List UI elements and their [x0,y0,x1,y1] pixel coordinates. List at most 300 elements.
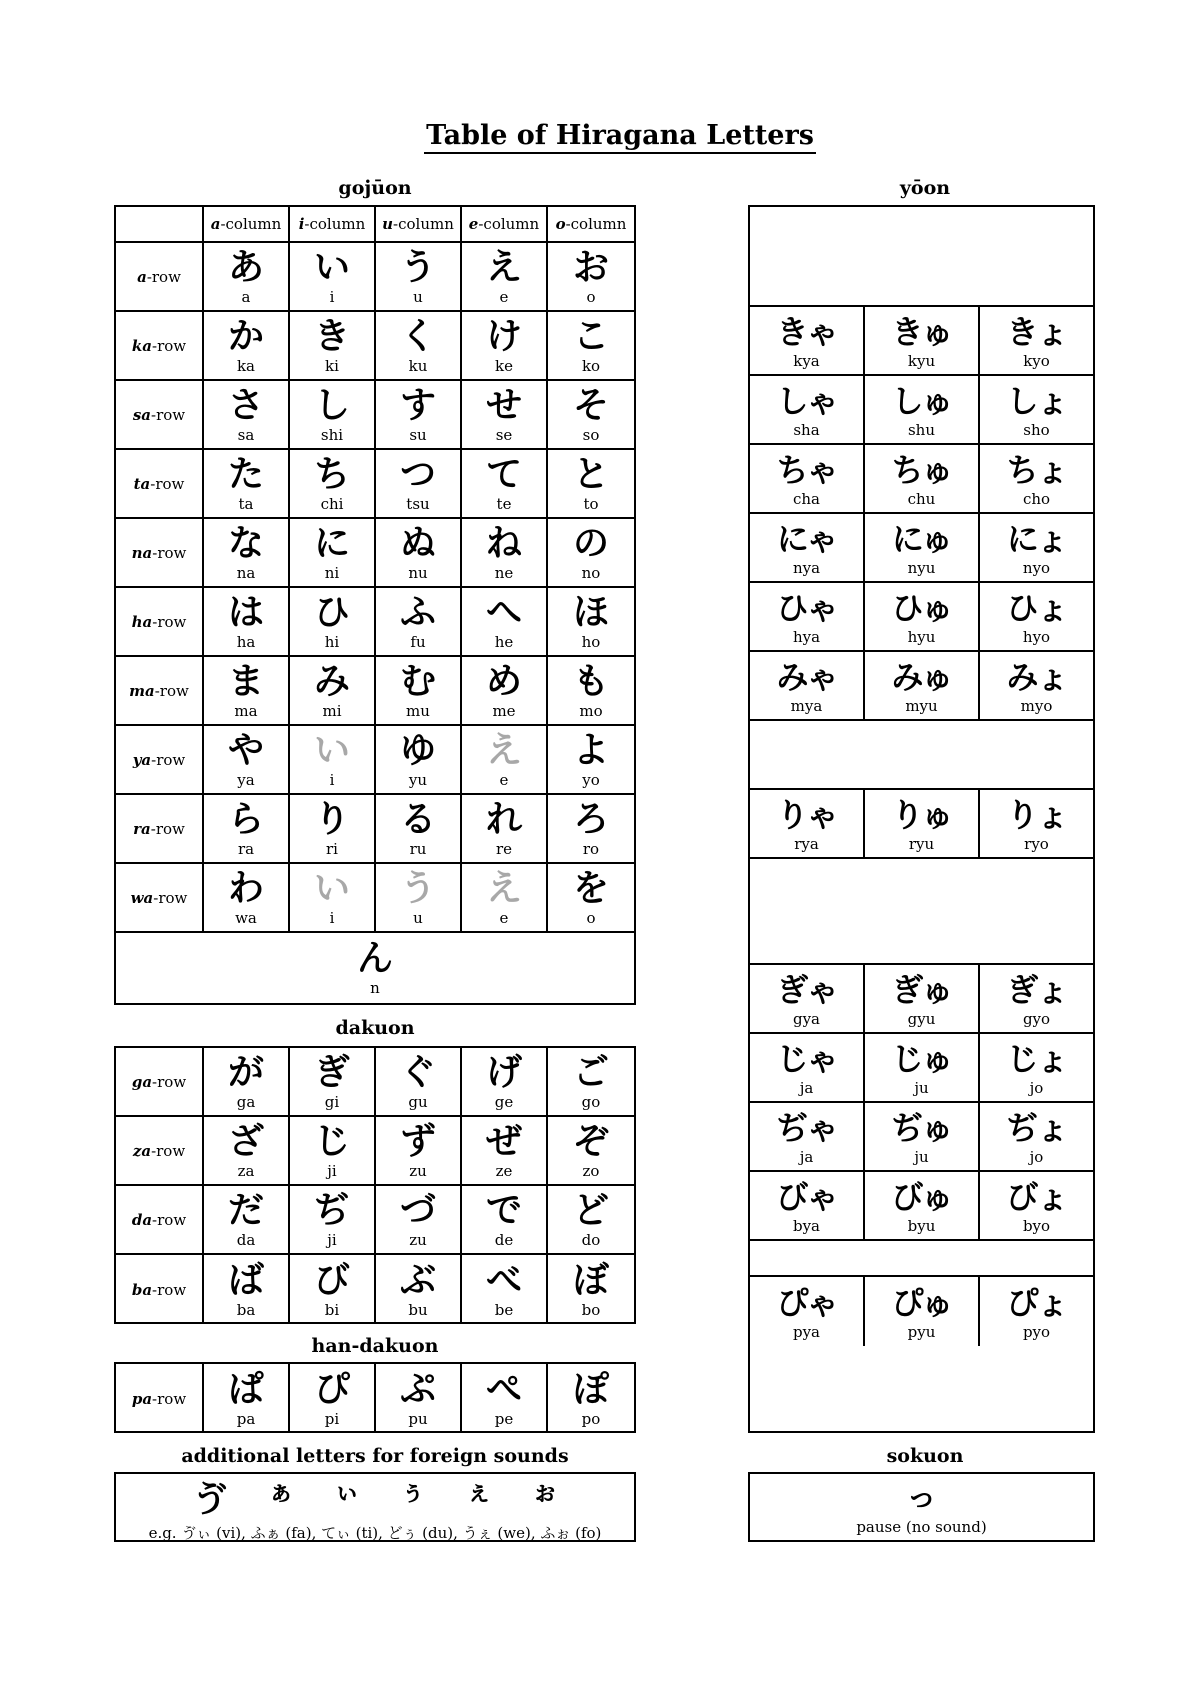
kana-char: と [572,453,609,495]
kana-char: りょ [1006,795,1067,834]
kana-cell [204,795,290,864]
kana-cell [462,1255,548,1324]
kana-char: ぴょ [1006,1283,1067,1322]
romaji: te [496,494,512,513]
kana-char: ぷ [399,1368,436,1410]
kana-char: い [313,246,350,288]
kana-cell [462,864,548,933]
romaji: gu [408,1092,428,1111]
romaji: gi [324,1092,340,1111]
kana-char: ま [227,660,264,702]
romaji: kya [793,351,820,370]
column-header-suffix: -column [220,215,282,233]
row-label [116,243,204,312]
kana-char: だ [227,1189,264,1231]
column-header-bold: a [210,215,221,233]
row-label [116,1186,204,1255]
romaji: ji [327,1161,337,1180]
row-label-suffix: -row [152,336,187,355]
kana-cell [290,588,376,657]
yoon-blank [750,207,1093,307]
yoon-cell [865,583,980,652]
romaji: pe [494,1409,514,1428]
romaji: hyu [907,627,936,646]
row-label-suffix: -row [151,1141,186,1160]
row-label [116,1364,204,1433]
romaji: e [499,908,509,927]
yoon-cell [980,790,1093,859]
kana-char: じゃ [776,1039,837,1078]
row-label-suffix: -row [150,819,185,838]
kana-cell [462,1186,548,1255]
romaji: ke [495,356,513,375]
kana-char: か [227,315,264,357]
foreign-letter: ぉ [532,1477,559,1507]
romaji: re [495,839,513,858]
yoon-blank [750,721,1093,790]
kana-char: ら [227,798,264,840]
romaji: rya [794,834,819,853]
kana-char: じゅ [891,1039,952,1078]
row-label-bold: ka [131,336,152,355]
yoon-cell [865,1034,980,1103]
romaji: ro [582,839,600,858]
row-label-bold: ga [131,1072,153,1091]
row-label-suffix: -row [152,1389,187,1408]
kana-cell [204,1186,290,1255]
foreign-letter: ぅ [400,1477,427,1507]
kana-cell [548,1255,634,1324]
romaji: u [413,287,423,306]
dakuon-table [114,1046,636,1324]
kana-cell [548,519,634,588]
foreign-example: e.g. ゔぃ (vi), ふぁ (fa), てぃ (ti), どぅ (du), うぇ (we), ふぉ (fo) [148,1524,602,1542]
kana-char: じ [313,1120,350,1162]
kana-char: そ [572,384,609,426]
kana-cell [462,381,548,450]
kana-char: しゃ [776,381,837,420]
kana-char: ぢ [313,1189,350,1231]
kana-char: け [485,315,522,357]
kana-char: め [485,660,522,702]
romaji: so [582,425,600,444]
row-label-suffix: -row [146,267,181,286]
kana-cell [290,243,376,312]
kana-char: しゅ [891,381,952,420]
row-label-suffix: -row [152,543,187,562]
row-label [116,657,204,726]
kana-cell [548,795,634,864]
kana-char: にゃ [776,519,837,558]
kana-cell [290,312,376,381]
romaji: ko [581,356,601,375]
column-header-suffix: -column [304,215,366,233]
romaji: u [413,908,423,927]
row-label-bold: a [137,267,147,286]
kana-cell [376,1186,462,1255]
romaji: mo [579,701,603,720]
kana-cell [462,1048,548,1117]
row-label [116,795,204,864]
kana-char: ちゃ [776,450,837,489]
yoon-cell [865,652,980,721]
romaji: ni [324,563,340,582]
kana-cell [376,864,462,933]
yoon-cell [750,376,865,445]
yoon-cell [980,1034,1093,1103]
kana-cell [290,1255,376,1324]
row-label-bold: sa [132,405,152,424]
yoon-cell [750,790,865,859]
row-label-bold: da [131,1210,153,1229]
row-label [116,1117,204,1186]
foreign-letter: ぁ [267,1477,294,1507]
n-cell [116,933,634,1002]
kana-char: ね [485,522,522,564]
row-label-bold: na [131,543,153,562]
romaji: o [586,908,596,927]
kana-char: ぢょ [1006,1108,1067,1147]
romaji: gyo [1022,1009,1051,1028]
romaji: cha [792,489,820,508]
romaji: pa [236,1409,256,1428]
kana-char: ご [572,1051,609,1093]
kana-char: ゆ [399,729,436,771]
romaji: ku [408,356,428,375]
kana-cell [376,1255,462,1324]
kana-char: ち [313,453,350,495]
kana-char: う [399,867,436,909]
kana-cell [290,795,376,864]
kana-char: で [485,1189,522,1231]
kana-cell [290,450,376,519]
romaji: bu [408,1300,428,1319]
kana-cell [290,1186,376,1255]
romaji: no [581,563,601,582]
yoon-cell [865,965,980,1034]
yoon-cell [980,376,1093,445]
column-header-bold: e [468,215,479,233]
yoon-cell [865,1277,980,1346]
romaji: ge [494,1092,514,1111]
yoon-cell [750,445,865,514]
yoon-cell [750,1277,865,1346]
yoon-cell [865,307,980,376]
romaji: ka [236,356,256,375]
romaji: nu [408,563,428,582]
romaji: ga [236,1092,256,1111]
row-label-suffix: -row [151,405,186,424]
row-label-suffix: -row [151,750,186,769]
kana-cell [462,1364,548,1433]
kana-cell [290,1117,376,1186]
kana-char: みょ [1006,657,1067,696]
romaji: bi [324,1300,340,1319]
kana-char: は [227,591,264,633]
kana-cell [548,312,634,381]
kana-char: きゃ [776,312,837,351]
kana-char: ひゅ [891,588,952,627]
row-label-bold: wa [130,888,154,907]
row-label-suffix: -row [152,1210,187,1229]
romaji: nyu [907,558,936,577]
kana-char: びゅ [891,1177,952,1216]
kana-cell [462,243,548,312]
romaji: hyo [1022,627,1051,646]
kana-char: ちゅ [891,450,952,489]
kana-char: づ [399,1189,436,1231]
kana-char: にょ [1006,519,1067,558]
kana-char: ぎょ [1006,970,1067,1009]
sokuon-kana: っ [906,1480,937,1515]
kana-cell [204,381,290,450]
kana-cell [376,795,462,864]
kana-char: ば [227,1259,264,1301]
kana-char: ぎ [313,1051,350,1093]
kana-cell [462,450,548,519]
kana-char: きゅ [891,312,952,351]
column-header-bold: u [382,215,394,233]
romaji: ne [494,563,514,582]
kana-cell [462,657,548,726]
row-label-suffix: -row [152,612,187,631]
romaji: a [241,287,251,306]
kana-cell [376,1048,462,1117]
kana-char: びゃ [776,1177,837,1216]
romaji: myu [905,696,938,715]
romaji: i [329,908,335,927]
romaji: pu [408,1409,428,1428]
sokuon-label: sokuon [886,1445,964,1467]
kana-char: ぴゃ [776,1283,837,1322]
sokuon-box [748,1472,1095,1542]
romaji: mi [322,701,342,720]
dakuon-label: dakuon [335,1017,415,1039]
yoon-cell [750,652,865,721]
romaji: mya [790,696,823,715]
romaji: byo [1022,1216,1051,1235]
kana-char: ほ [572,591,609,633]
yoon-cell [750,307,865,376]
romaji: wa [235,908,257,927]
romaji: yo [582,770,600,789]
kana-char: せ [485,384,522,426]
kana-char: ぼ [572,1259,609,1301]
kana-char: た [227,453,264,495]
romaji: pi [324,1409,340,1428]
romaji: ze [495,1161,513,1180]
foreign-letters [172,1471,578,1522]
foreign-letter: ゔ [191,1479,228,1520]
row-label-bold: ra [133,819,151,838]
romaji: go [581,1092,601,1111]
row-label [116,312,204,381]
kana-cell [376,726,462,795]
kana-cell [204,657,290,726]
kana-char: きょ [1006,312,1067,351]
foreign-letter: ぇ [466,1477,493,1507]
column-header-suffix: -column [565,215,627,233]
kana-cell [204,864,290,933]
kana-char: ぐ [399,1051,436,1093]
kana-cell [204,243,290,312]
row-label-bold: ha [131,612,153,631]
row-label [116,1048,204,1117]
column-header-bold: i [298,215,305,233]
yoon-cell [980,583,1093,652]
kana-cell [204,1048,290,1117]
kana-cell [204,312,290,381]
kana-cell [376,1117,462,1186]
yoon-cell [980,307,1093,376]
romaji: to [583,494,599,513]
romaji: bo [581,1300,601,1319]
row-label-bold: ba [131,1280,153,1299]
sokuon-desc: pause (no sound) [856,1518,987,1536]
row-label-suffix: -row [153,888,188,907]
kana-cell [376,1364,462,1433]
column-header [204,207,290,243]
kana-char: ちょ [1006,450,1067,489]
row-label-bold: ma [129,681,155,700]
kana-cell [462,726,548,795]
kana-char: びょ [1006,1177,1067,1216]
kana-char: ん [356,937,393,979]
romaji: i [329,287,335,306]
romaji: se [495,425,513,444]
column-header-suffix: -column [478,215,540,233]
kana-char: れ [485,798,522,840]
kana-cell [290,1364,376,1433]
romaji: e [499,287,509,306]
kana-char: みゃ [776,657,837,696]
romaji: fu [410,632,426,651]
row-label [116,864,204,933]
kana-cell [290,657,376,726]
yoon-cell [980,1172,1093,1241]
yoon-blank [750,1241,1093,1277]
row-label [116,726,204,795]
corner-cell [116,207,204,243]
yoon-cell [750,1103,865,1172]
kana-char: う [399,246,436,288]
romaji: ma [234,701,258,720]
romaji: shi [320,425,344,444]
foreign-box [114,1472,636,1542]
handakuon-label: han-dakuon [311,1335,439,1357]
row-label [116,588,204,657]
romaji: gya [792,1009,821,1028]
kana-cell [548,1364,634,1433]
kana-cell [376,519,462,588]
kana-char: び [313,1259,350,1301]
romaji: ya [237,770,255,789]
romaji: ja [799,1078,814,1097]
column-header-bold: o [555,215,566,233]
kana-cell [376,381,462,450]
romaji: zu [409,1161,427,1180]
kana-cell [290,864,376,933]
kana-cell [548,381,634,450]
column-header [290,207,376,243]
gojuon-label: gojūon [338,177,412,199]
kana-cell [290,381,376,450]
yoon-cell [980,965,1093,1034]
yoon-cell [750,583,865,652]
kana-cell [290,1048,376,1117]
romaji: kyo [1023,351,1050,370]
romaji: ryo [1024,834,1049,853]
kana-cell [204,1364,290,1433]
kana-cell [204,1117,290,1186]
kana-char: べ [485,1259,522,1301]
kana-cell [376,588,462,657]
yoon-cell [750,1034,865,1103]
kana-char: え [485,729,522,771]
kana-char: ぢゅ [891,1108,952,1147]
romaji: bya [792,1216,821,1235]
romaji: i [329,770,335,789]
kana-cell [462,795,548,864]
kana-char: ぞ [572,1120,609,1162]
row-label [116,450,204,519]
foreign-letter: ぃ [333,1477,360,1507]
kana-char: い [313,867,350,909]
romaji: na [236,563,256,582]
kana-char: ぎゃ [776,970,837,1009]
yoon-cell [750,965,865,1034]
yoon-cell [750,514,865,583]
kana-char: や [227,729,264,771]
kana-char: え [485,246,522,288]
romaji: mu [406,701,430,720]
kana-char: が [227,1051,264,1093]
kana-char: へ [485,591,522,633]
kana-char: つ [399,453,436,495]
kana-char: ぽ [572,1368,609,1410]
romaji: zu [409,1230,427,1249]
yoon-cell [980,1103,1093,1172]
kana-cell [548,588,634,657]
romaji: sha [793,420,820,439]
kana-char: じょ [1006,1039,1067,1078]
romaji: ryu [908,834,935,853]
kana-char: ぺ [485,1368,522,1410]
kana-char: ど [572,1189,609,1231]
romaji: da [236,1230,256,1249]
romaji: jo [1029,1078,1044,1097]
kana-cell [204,726,290,795]
romaji: myo [1020,696,1053,715]
romaji: ru [409,839,427,858]
kana-char: みゅ [891,657,952,696]
kana-char: ぴゅ [891,1283,952,1322]
kana-cell [548,726,634,795]
row-label-bold: pa [131,1389,153,1408]
kana-char: き [313,315,350,357]
romaji: me [492,701,516,720]
romaji: ho [581,632,601,651]
kana-char: に [313,522,350,564]
kana-char: ぢゃ [776,1108,837,1147]
kana-char: ぬ [399,522,436,564]
yoon-cell [865,445,980,514]
romaji: hya [792,627,821,646]
kana-cell [376,312,462,381]
kana-cell [462,1117,548,1186]
kana-char: す [399,384,436,426]
romaji: hi [324,632,340,651]
